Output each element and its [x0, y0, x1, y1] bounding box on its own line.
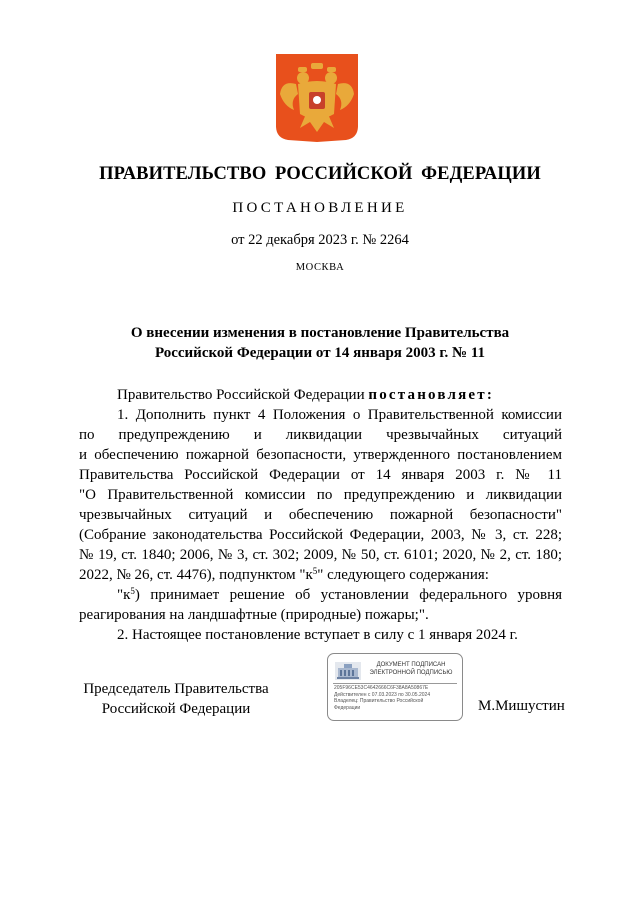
decree-word: постановляет:: [368, 387, 495, 403]
stamp-heading: ДОКУМЕНТ ПОДПИСАН ЭЛЕКТРОННОЙ ПОДПИСЬЮ: [369, 662, 453, 676]
document-subject: [0, 323, 640, 363]
government-title: ПРАВИТЕЛЬСТВО РОССИЙСКОЙ ФЕДЕРАЦИИ: [99, 164, 541, 184]
body-line: и обеспечению пожарной безопасности, утвержденного постановлением: [79, 447, 562, 463]
intro-text: Правительство Российской Федерации: [117, 387, 365, 403]
stamp-details: [334, 685, 458, 711]
building-icon: [334, 661, 362, 681]
subject-line: Российской Федерации от 14 января 2003 г. № 11: [154, 345, 486, 361]
body-line: "О Правительственной комиссии по предупреждению и ликвидации: [79, 487, 562, 503]
stamp-divider: [333, 683, 457, 684]
document-type: ПОСТАНОВЛЕНИЕ: [232, 200, 408, 216]
document-body: [79, 385, 562, 645]
electronic-signature-stamp: [327, 653, 463, 721]
quote-line: "$к^5$) принимает решение об установлении федерального уровня: [117, 586, 562, 603]
position-line: Председатель Правительства: [83, 681, 269, 697]
coat-of-arms-emblem: [276, 54, 358, 142]
certificate-owner: Федерации: [334, 704, 361, 711]
body-line: по предупреждению и ликвидации чрезвычайных ситуаций: [79, 427, 562, 443]
body-paragraph-2: 2. Настоящее постановление вступает в силу с 1 января 2024 г.: [117, 627, 518, 643]
body-line: № 19, ст. 1840; 2006, № 3, ст. 302; 2009, № 50, ст. 6101; 2020, № 2, ст. 180;: [79, 547, 562, 563]
signatory-position: [70, 679, 282, 719]
body-line: Правительства Российской Федерации от 14 января 2003 г. № 11: [79, 467, 562, 483]
document-date-number: от 22 декабря 2023 г. № 2264: [231, 232, 409, 248]
document-city: МОСКВА: [295, 262, 345, 273]
body-line: 1. Дополнить пункт 4 Положения о Правительственной комиссии: [117, 407, 562, 423]
validity-period: Действителен с 07.03.2023 по 30.05.2024: [334, 691, 431, 698]
body-line: (Собрание законодательства Российской Федерации, 2003, № 3, ст. 228;: [79, 527, 562, 543]
quote-line: реагирования на ландшафтные (природные) пожары;".: [79, 607, 429, 623]
signatory-name: М.Мишустин: [478, 698, 565, 714]
body-line: 2022, № 26, ст. 4476), подпунктом "$к^5$" следующего содержания:: [79, 566, 489, 583]
subject-line: О внесении изменения в постановление Правительства: [130, 325, 510, 341]
position-line: Российской Федерации: [101, 701, 251, 717]
body-intro: [79, 385, 562, 405]
certificate-owner: Владелец: Правительство Российской: [334, 698, 424, 704]
body-line: чрезвычайных ситуаций и обеспечению пожарной безопасности": [79, 507, 562, 523]
certificate-number: 205F96CE53C4642666C6F38A8A50867E: [334, 685, 429, 691]
